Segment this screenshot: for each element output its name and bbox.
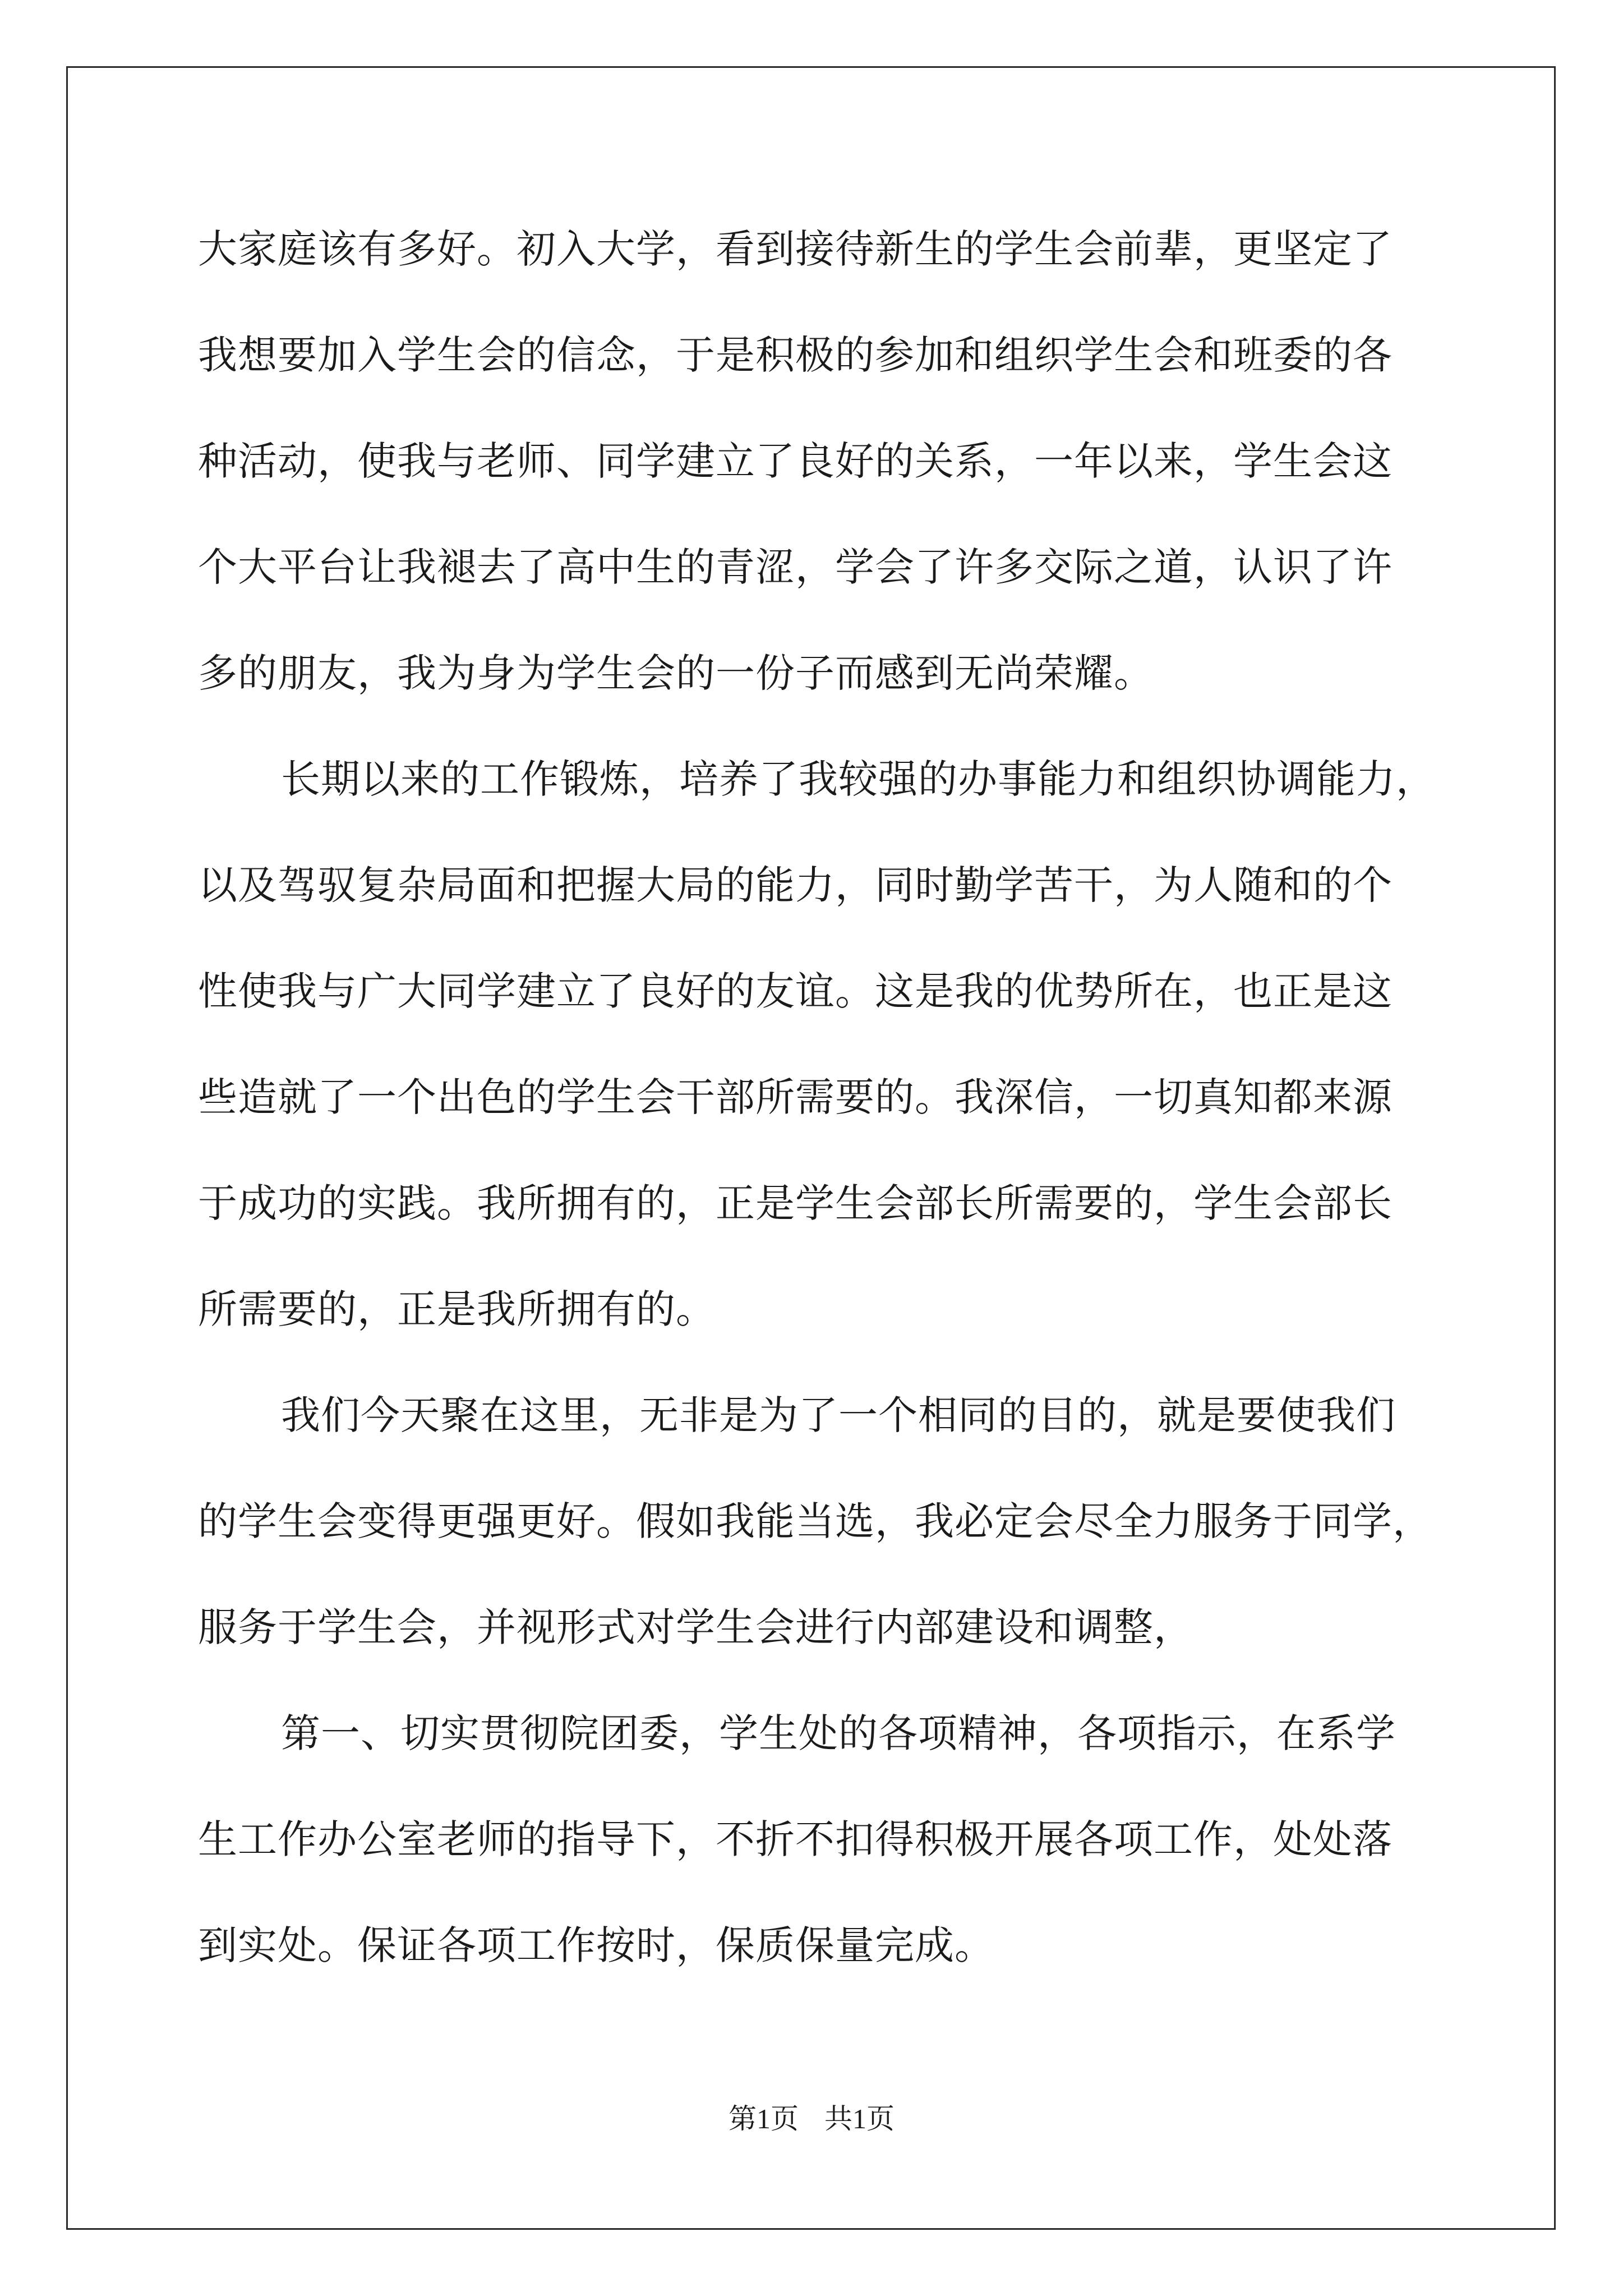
text-line: 到实处。保证各项工作按时，保质保量完成。 [198,1922,994,1968]
text-line: 于成功的实践。我所拥有的，正是学生会部长所需要的，学生会部长 [198,1180,1393,1226]
paragraph [198,196,1432,726]
paragraph [198,726,1436,1363]
text-line: 性使我与广大同学建立了良好的友谊。这是我的优势所在，也正是这 [198,968,1393,1014]
text-line: 我们今天聚在这里，无非是为了一个相同的目的，就是要使我们 [281,1392,1396,1438]
page-total: 共1页 [824,2103,895,2134]
text-line: 个大平台让我褪去了高中生的青涩，学会了许多交际之道，认识了许 [198,544,1393,590]
text-line: 以及驾驭复杂局面和把握大局的能力，同时勤学苦干，为人随和的个 [198,862,1393,908]
page-footer [0,2096,1623,2137]
text-line: 多的朋友，我为身为学生会的一份子而感到无尚荣耀。 [198,650,1154,696]
text-line: 我想要加入学生会的信念，于是积极的参加和组织学生会和班委的各 [198,332,1393,378]
paragraph [198,1681,1432,1999]
text-line: 大家庭该有多好。初入大学，看到接待新生的学生会前辈，更坚定了 [198,226,1393,272]
document-body [198,196,1436,1999]
text-line: 些造就了一个出色的学生会干部所需要的。我深信，一切真知都来源 [198,1074,1393,1120]
text-line: 种活动，使我与老师、同学建立了良好的关系，一年以来，学生会这 [198,438,1393,484]
text-line: 服务于学生会，并视形式对学生会进行内部建设和调整， [198,1604,1193,1650]
text-line: 长期以来的工作锻炼，培养了我较强的办事能力和组织协调能力， [281,756,1436,802]
text-line: 所需要的，正是我所拥有的。 [198,1286,716,1332]
text-line: 生工作办公室老师的指导下，不折不扣得积极开展各项工作，处处落 [198,1816,1393,1862]
text-line: 的学生会变得更强更好。假如我能当选，我必定会尽全力服务于同学， [198,1498,1432,1544]
text-line: 第一、切实贯彻院团委，学生处的各项精神，各项指示，在系学 [281,1710,1396,1756]
page-number: 第1页 [728,2103,799,2134]
paragraph [198,1363,1432,1681]
